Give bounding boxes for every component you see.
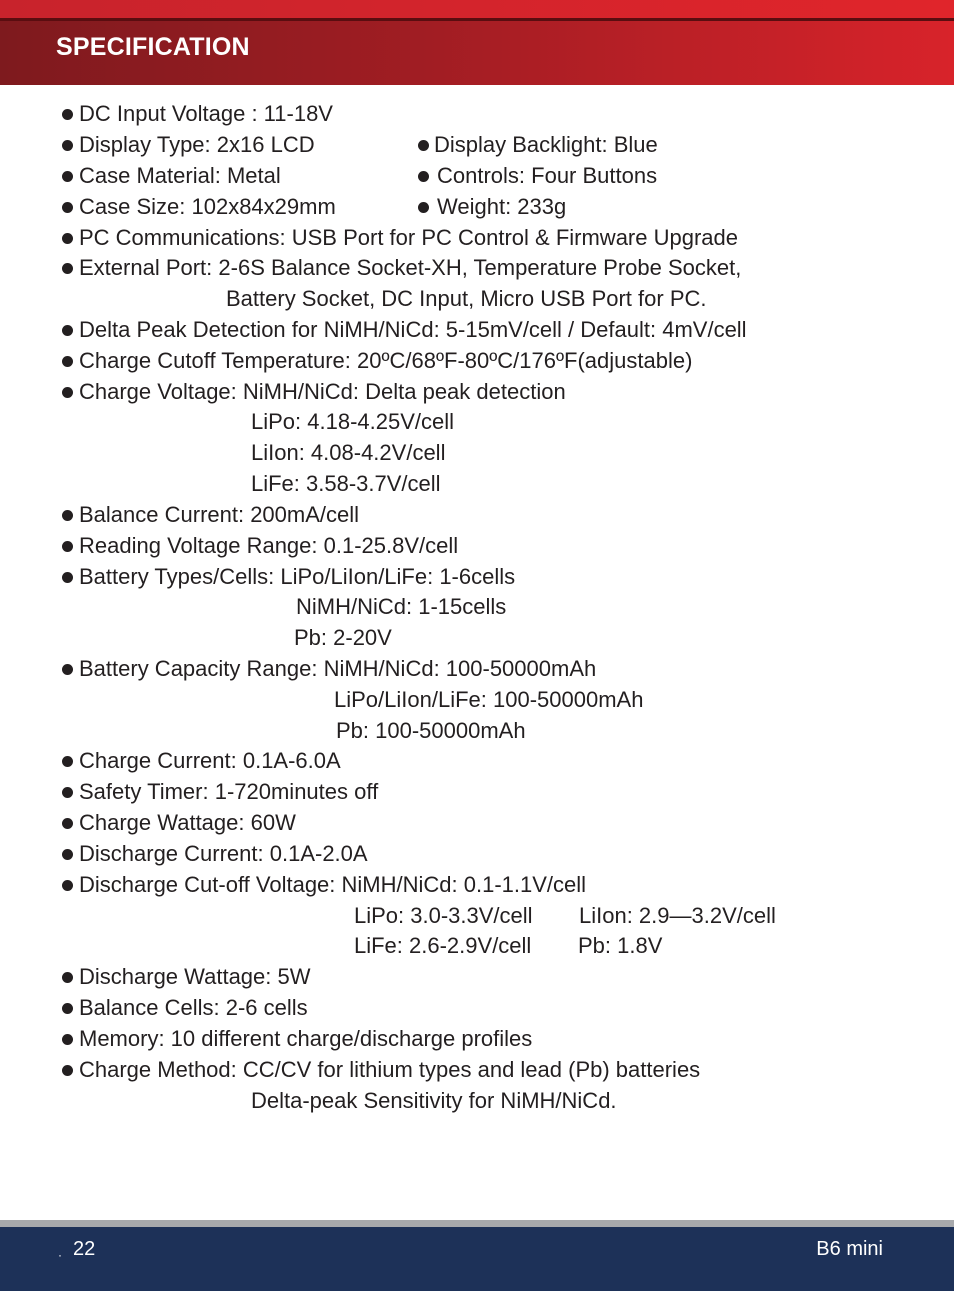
- spec-external-port-cont: Battery Socket, DC Input, Micro USB Port for PC.: [226, 286, 707, 311]
- spec-balance-cells: Balance Cells: 2-6 cells: [79, 995, 308, 1020]
- spec-discharge-cutoff-pb: Pb: 1.8V: [578, 933, 663, 958]
- spec-safety-timer: Safety Timer: 1-720minutes off: [79, 779, 379, 804]
- spec-controls: Controls: Four Buttons: [437, 163, 658, 188]
- spec-discharge-cutoff-liion: LiIon: 2.9—3.2V/cell: [579, 903, 776, 928]
- footer-divider: [0, 1220, 954, 1227]
- bullet: [62, 202, 73, 213]
- spec-external-port: External Port: 2-6S Balance Socket-XH, Temperature Probe Socket,: [79, 255, 742, 280]
- footer-separator: ·: [58, 1248, 62, 1262]
- spec-memory: Memory: 10 different charge/discharge profiles: [79, 1026, 533, 1051]
- spec-display-backlight: Display Backlight: Blue: [434, 132, 658, 157]
- bullet: [62, 972, 73, 983]
- spec-charge-voltage-life: LiFe: 3.58-3.7V/cell: [251, 471, 441, 496]
- bullet: [62, 171, 73, 182]
- spec-discharge-cutoff: Discharge Cut-off Voltage: NiMH/NiCd: 0.1-1.1V/cell: [79, 872, 587, 897]
- bullet: [62, 1065, 73, 1076]
- bullet: [62, 849, 73, 860]
- spec-charge-voltage-lipo: LiPo: 4.18-4.25V/cell: [251, 409, 455, 434]
- page-number: 22: [73, 1238, 96, 1260]
- spec-battery-types-nimh: NiMH/NiCd: 1-15cells: [296, 594, 507, 619]
- bullet: [62, 263, 73, 274]
- bullet: [62, 387, 73, 398]
- spec-discharge-cutoff-lipo: LiPo: 3.0-3.3V/cell: [354, 903, 533, 928]
- spec-charge-method-cont: Delta-peak Sensitivity for NiMH/NiCd.: [251, 1088, 617, 1113]
- bullet: [62, 818, 73, 829]
- bullet: [62, 325, 73, 336]
- spec-reading-voltage: Reading Voltage Range: 0.1-25.8V/cell: [79, 533, 459, 558]
- spec-capacity-lipo: LiPo/LiIon/LiFe: 100-50000mAh: [334, 687, 644, 712]
- spec-charge-voltage: Charge Voltage: NiMH/NiCd: Delta peak detection: [79, 379, 566, 404]
- section-title: SPECIFICATION: [56, 33, 250, 61]
- spec-battery-types-pb: Pb: 2-20V: [294, 625, 392, 650]
- bullet: [62, 664, 73, 675]
- model-name: B6 mini: [816, 1238, 883, 1260]
- spec-battery-types: Battery Types/Cells: LiPo/LiIon/LiFe: 1-6cells: [79, 564, 516, 589]
- bullet: [62, 880, 73, 891]
- spec-discharge-cutoff-life: LiFe: 2.6-2.9V/cell: [354, 933, 532, 958]
- spec-balance-current: Balance Current: 200mA/cell: [79, 502, 360, 527]
- bullet: [62, 572, 73, 583]
- bullet: [62, 787, 73, 798]
- bullet: [62, 510, 73, 521]
- bullet: [62, 541, 73, 552]
- bullet: [62, 356, 73, 367]
- spec-discharge-current: Discharge Current: 0.1A-2.0A: [79, 841, 368, 866]
- spec-capacity: Battery Capacity Range: NiMH/NiCd: 100-50000mAh: [79, 656, 597, 681]
- top-accent-bar: [0, 0, 954, 18]
- bullet: [418, 171, 429, 182]
- spec-display-type: Display Type: 2x16 LCD: [79, 132, 315, 157]
- spec-charge-wattage: Charge Wattage: 60W: [79, 810, 296, 835]
- spec-case-material: Case Material: Metal: [79, 163, 281, 188]
- spec-delta-peak: Delta Peak Detection for NiMH/NiCd: 5-15mV/cell / Default: 4mV/cell: [79, 317, 747, 342]
- bullet: [62, 109, 73, 120]
- bullet: [62, 756, 73, 767]
- bullet: [62, 1034, 73, 1045]
- spec-capacity-pb: Pb: 100-50000mAh: [336, 718, 526, 743]
- section-header: [0, 21, 954, 85]
- spec-dc-input: DC Input Voltage : 11-18V: [79, 101, 333, 126]
- spec-charge-current: Charge Current: 0.1A-6.0A: [79, 748, 341, 773]
- spec-case-size: Case Size: 102x84x29mm: [79, 194, 336, 219]
- spec-charge-method: Charge Method: CC/CV for lithium types and lead (Pb) batteries: [79, 1057, 701, 1082]
- bullet: [62, 233, 73, 244]
- bullet: [62, 1003, 73, 1014]
- spec-pc-communications: PC Communications: USB Port for PC Control & Firmware Upgrade: [79, 225, 738, 250]
- bullet: [62, 140, 73, 151]
- bullet: [418, 202, 429, 213]
- spec-discharge-wattage: Discharge Wattage: 5W: [79, 964, 311, 989]
- bullet: [418, 140, 429, 151]
- spec-cutoff-temp: Charge Cutoff Temperature: 20ºC/68ºF-80ºC/176ºF(adjustable): [79, 348, 693, 373]
- spec-charge-voltage-liion: LiIon: 4.08-4.2V/cell: [251, 440, 446, 465]
- page-footer: [0, 1227, 954, 1291]
- spec-weight: Weight: 233g: [437, 194, 567, 219]
